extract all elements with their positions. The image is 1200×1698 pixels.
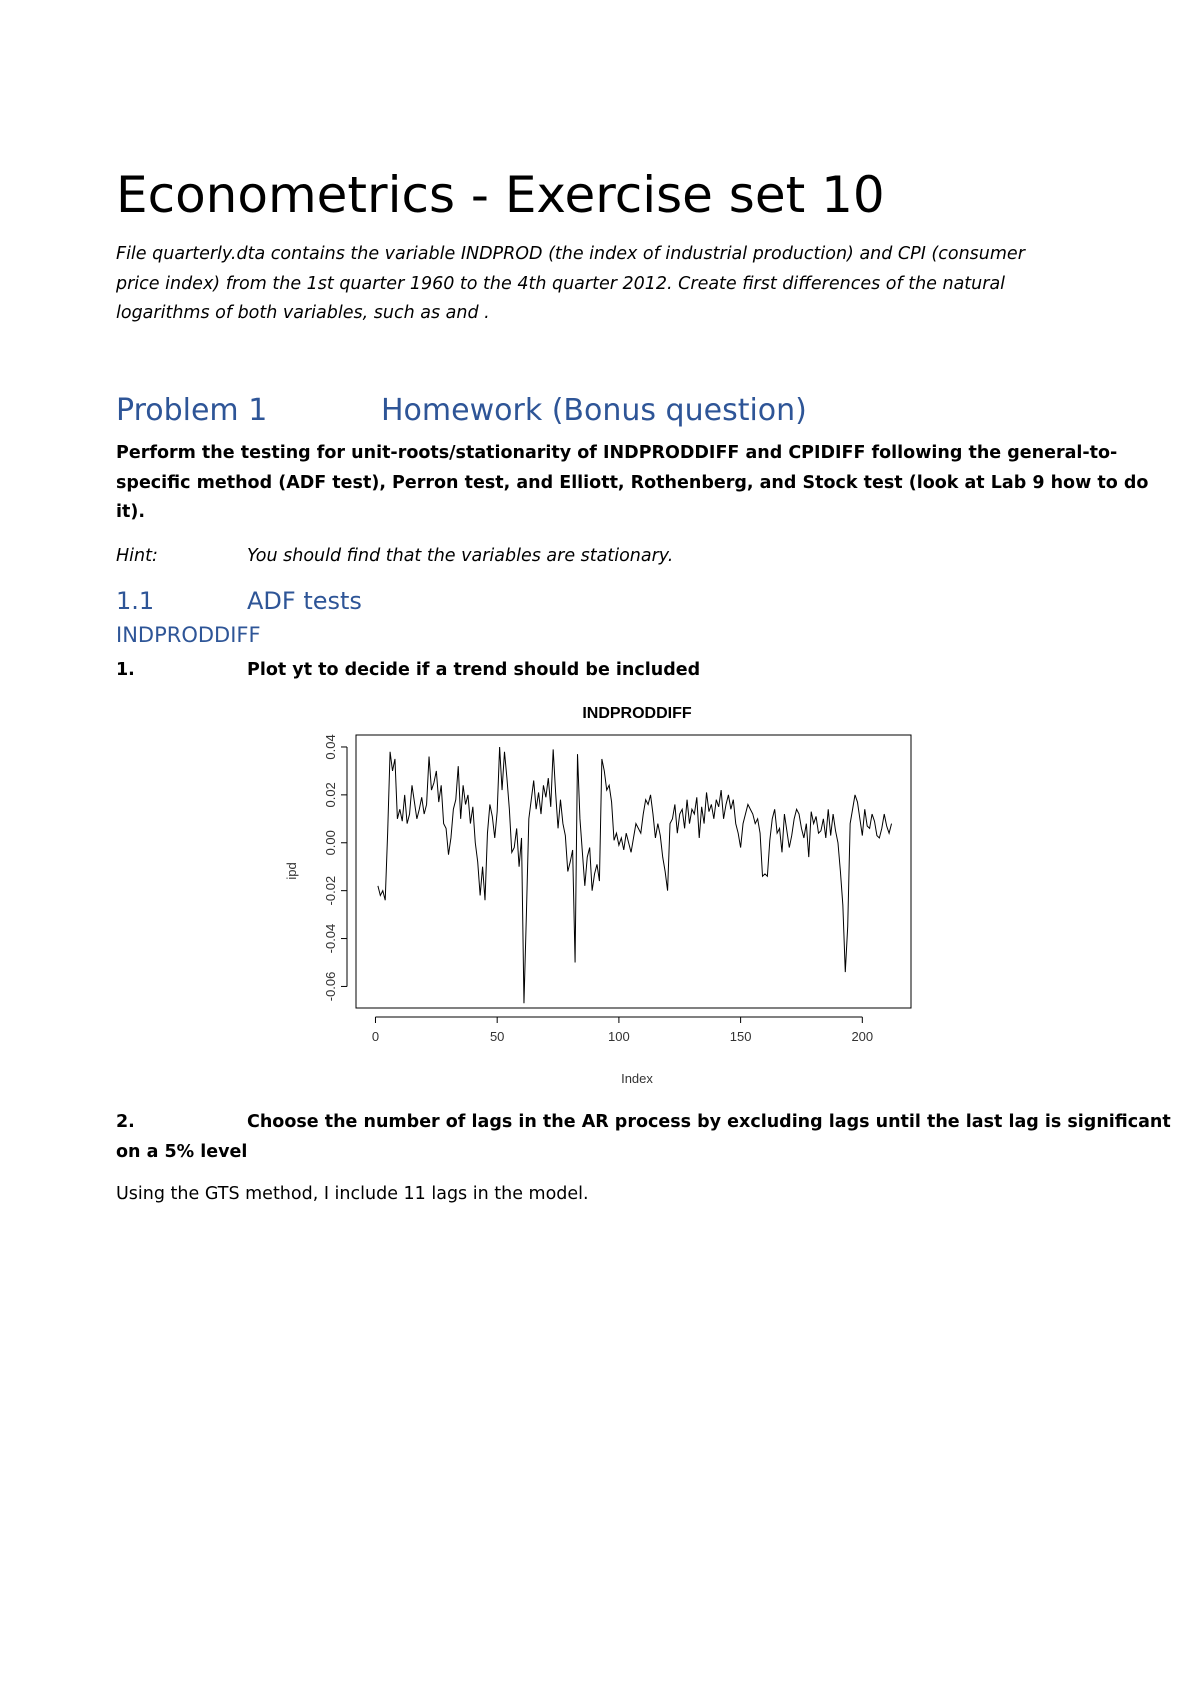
intro-line: File quarterly.dta contains the variable INDPROD (the index of industrial production) and CPI (consumer — [116, 244, 1025, 264]
indproddiff-chart — [270, 695, 930, 1090]
step-text: Choose the number of lags in the AR process by excluding lags until the last lag is significant — [247, 1112, 1171, 1132]
hint — [116, 546, 674, 566]
x-axis — [372, 1017, 873, 1044]
document-title: Econometrics - Exercise set 10 — [116, 166, 885, 224]
problem-title: Homework (Bonus question) — [381, 393, 807, 428]
y-tick-label: -0.04 — [323, 923, 338, 954]
y-tick-label: -0.06 — [323, 971, 338, 1002]
step-number: 1. — [116, 660, 135, 680]
x-tick-label: 50 — [489, 1029, 505, 1044]
task-line: specific method (ADF test), Perron test, and Elliott, Rothenberg, and Stock test (look at Lab 9 how to do — [116, 472, 1149, 493]
section-title: ADF tests — [247, 587, 362, 615]
y-tick-label: -0.02 — [323, 875, 338, 906]
y-tick-label: 0.00 — [323, 830, 338, 856]
y-tick-label: 0.04 — [323, 734, 338, 760]
section-number: 1.1 — [116, 587, 155, 615]
x-tick-label: 0 — [371, 1029, 380, 1044]
problem-label: Problem 1 — [116, 393, 268, 428]
x-tick-label: 200 — [851, 1029, 874, 1044]
hint-label: Hint: — [116, 546, 158, 566]
step-number: 2. — [116, 1112, 135, 1132]
x-axis-label: Index — [621, 1071, 653, 1086]
hint-text: You should find that the variables are stationary. — [247, 546, 674, 566]
step-text-continued: on a 5% level — [116, 1141, 248, 1162]
answer-text: Using the GTS method, I include 11 lags in the model. — [116, 1184, 589, 1204]
problem-heading — [116, 393, 807, 428]
task-paragraph — [116, 439, 1149, 528]
y-axis — [323, 734, 347, 1001]
x-tick-label: 150 — [729, 1029, 752, 1044]
y-axis-label: ipd — [284, 862, 299, 880]
step-text: Plot yt to decide if a trend should be included — [247, 660, 701, 680]
intro-line: logarithms of both variables, such as and . — [116, 303, 490, 323]
variable-heading: INDPRODDIFF — [116, 623, 261, 647]
section-heading — [116, 587, 362, 615]
series-line-ipd — [378, 747, 892, 1003]
task-line: it). — [116, 502, 146, 522]
intro-line: price index) from the 1st quarter 1960 to the 4th quarter 2012. Create first differences of the natural — [116, 273, 1006, 294]
plot-frame — [356, 735, 911, 1008]
step-1 — [116, 656, 1016, 686]
chart-title: INDPRODDIFF — [582, 705, 692, 722]
task-line: Perform the testing for unit-roots/stationarity of INDPRODDIFF and CPIDIFF following the general-to- — [116, 443, 1118, 463]
y-tick-label: 0.02 — [323, 782, 338, 808]
intro-paragraph — [116, 240, 1076, 329]
x-tick-label: 100 — [608, 1029, 630, 1044]
